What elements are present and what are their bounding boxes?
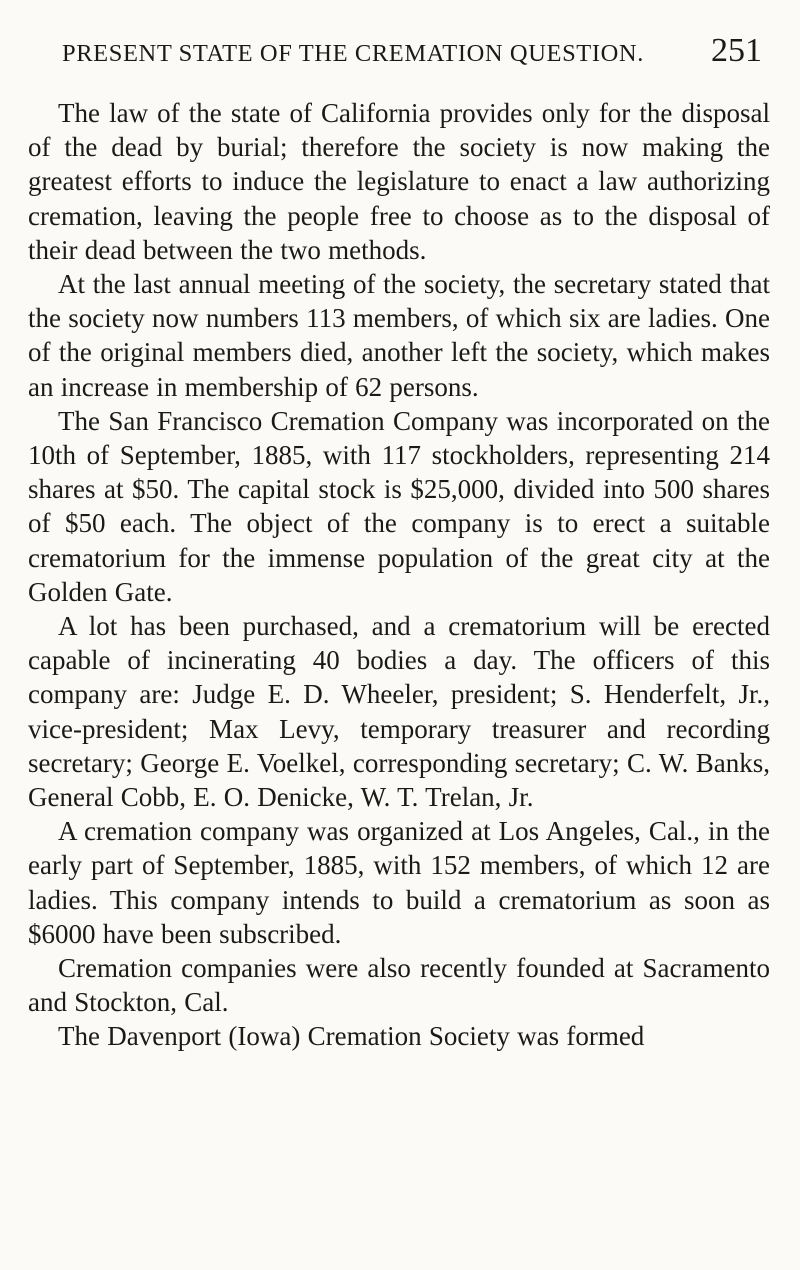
paragraph-annual-meeting: At the last annual meeting of the society, the secretary stated that the society now numbers 113 members, of which six are ladies. One of the original members died, another left the society, which makes an increase in membership of 62 persons. [28, 269, 770, 402]
paragraph-san-francisco-company: The San Francisco Cremation Company was incorporated on the 10th of September, 1885, with 117 stockholders, representing 214 shares at $50. The capital stock is $25,000, divided into 500 shares of $50 each. The object of the company is to erect a suitable crematorium for the immense population of the great city at the Golden Gate. [28, 405, 770, 607]
paragraph-los-angeles-company: A cremation company was organized at Los Angeles, Cal., in the early part of September, 1885, with 152 members, of which 12 are ladies. This company intends to build a crematorium as soon as $6000 have been subscribed. [28, 816, 770, 949]
body-text [28, 96, 770, 1054]
page-number: 251 [711, 32, 762, 69]
paragraph-crematorium-officers: A lot has been purchased, and a crematorium will be erected capable of incinerating 40 bodies a day. The officers of this company are: Judge E. D. Wheeler, president; S. Henderfelt, Jr., vice-president; Max Levy, temporary treasurer and recording secretary; George E. Voelkel, corresponding secretary; C. W. Banks, General Cobb, E. O. Denicke, W. T. Trelan, Jr. [28, 611, 770, 813]
paragraph-davenport-society: The Davenport (Iowa) Cremation Society was formed [58, 1021, 645, 1052]
paragraph-california-law: The law of the state of California provides only for the disposal of the dead by burial; therefore the society is now making the greatest efforts to induce the legislature to enact a law authorizing cremation, leaving the people free to choose as to the disposal of their dead between the two methods. [28, 98, 770, 265]
running-head [0, 28, 800, 88]
running-head-title: PRESENT STATE OF THE CREMATION QUESTION. [62, 40, 644, 67]
paragraph-sacramento-stockton: Cremation companies were also recently founded at Sacramento and Stockton, Cal. [28, 953, 770, 1018]
